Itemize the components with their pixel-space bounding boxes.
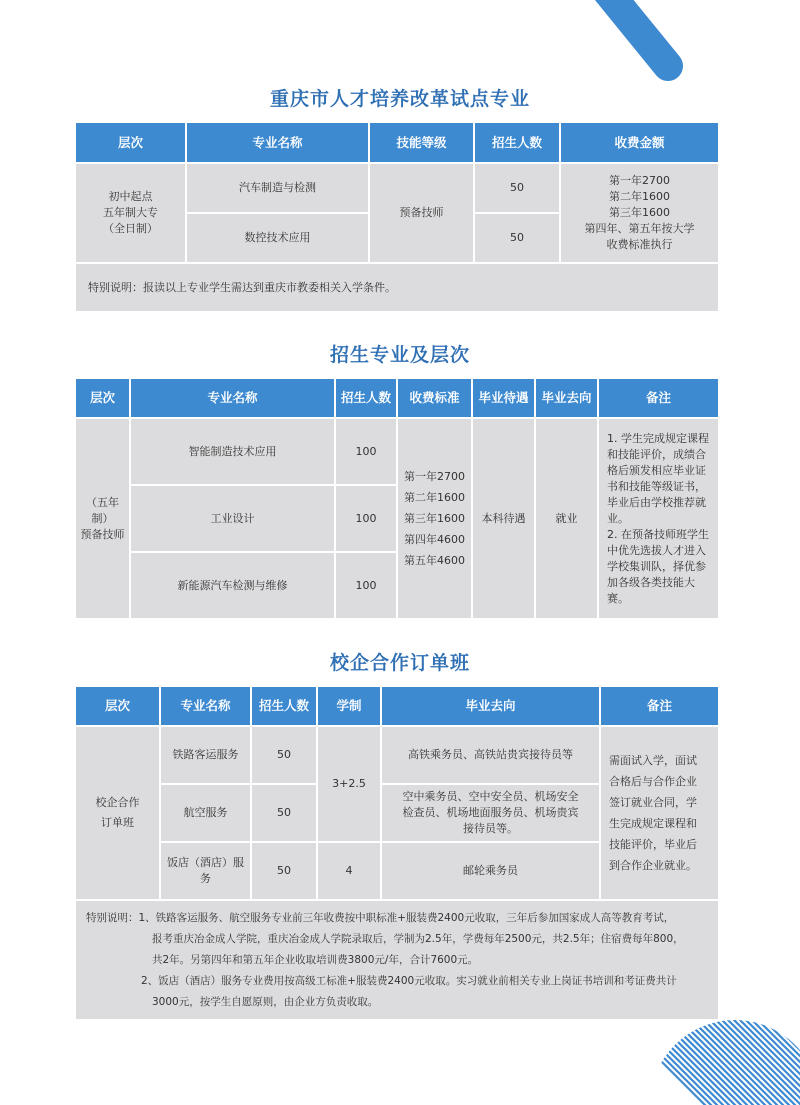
major-cell: 数控技术应用	[186, 213, 369, 263]
header-major: 专业名称	[186, 122, 369, 163]
header-enrollment: 招生人数	[335, 378, 397, 418]
count-cell: 100	[335, 418, 397, 485]
talent-reform-table	[74, 121, 720, 313]
remarks-cell: 需面试入学，面试 合格后与合作企业 签订就业合同，学 生完成规定课程和 技能评价，毕业后 到合作企业就业。	[600, 726, 719, 900]
header-graduation-destination: 毕业去向	[535, 378, 598, 418]
header-enrollment: 招生人数	[251, 686, 317, 726]
table-header-row	[75, 122, 719, 163]
header-skill-level: 技能等级	[369, 122, 474, 163]
skill-level-cell: 预备技师	[369, 163, 474, 263]
count-cell: 50	[251, 726, 317, 784]
header-major: 专业名称	[160, 686, 251, 726]
major-cell: 智能制造技术应用	[130, 418, 335, 485]
major-cell: 新能源汽车检测与维修	[130, 552, 335, 619]
section3-title: 校企合作订单班	[329, 652, 470, 674]
header-duration: 学制	[317, 686, 381, 726]
major-cell: 汽车制造与检测	[186, 163, 369, 213]
destination-cell: 空中乘务员、空中安全员、机场安全 检查员、机场地面服务员、机场贵宾 接待员等。	[381, 784, 600, 842]
header-level: 层次	[75, 122, 186, 163]
level-cell: 初中起点 五年制大专 （全日制）	[75, 163, 186, 263]
treatment-cell: 本科待遇	[472, 418, 535, 619]
header-enrollment: 招生人数	[474, 122, 560, 163]
major-cell: 航空服务	[160, 784, 251, 842]
table-row	[75, 726, 719, 784]
header-graduation-destination: 毕业去向	[381, 686, 600, 726]
major-cell: 铁路客运服务	[160, 726, 251, 784]
count-cell: 50	[474, 163, 560, 213]
duration-cell: 3+2.5	[317, 726, 381, 842]
section1-title: 重庆市人才培养改革试点专业	[269, 88, 530, 110]
header-fee-standard: 收费标准	[397, 378, 472, 418]
level-cell: （五年制） 预备技师	[75, 418, 130, 619]
table-row	[75, 163, 719, 213]
header-level: 层次	[75, 378, 130, 418]
count-cell: 100	[335, 485, 397, 552]
major-cell: 饭店（酒店）服务	[160, 842, 251, 900]
header-remarks: 备注	[598, 378, 719, 418]
count-cell: 50	[251, 784, 317, 842]
destination-cell: 高铁乘务员、高铁站贵宾接待员等	[381, 726, 600, 784]
table-header-row	[75, 378, 719, 418]
destination-cell: 就业	[535, 418, 598, 619]
note-row	[75, 900, 719, 1020]
note-row	[75, 263, 719, 312]
table-header-row	[75, 686, 719, 726]
header-fee: 收费金额	[560, 122, 719, 163]
level-cell: 校企合作 订单班	[75, 726, 160, 900]
header-graduation-treatment: 毕业待遇	[472, 378, 535, 418]
count-cell: 50	[474, 213, 560, 263]
header-remarks: 备注	[600, 686, 719, 726]
header-major: 专业名称	[130, 378, 335, 418]
remarks-cell: 1. 学生完成规定课程 和技能评价，成绩合 格后颁发相应毕业证 书和技能等级证书， 毕业后由学校推荐就 业。 2. 在预备技师班学生 中优先选拔人才进入 学校集训队，择优参 加各级各类技能大 赛。	[598, 418, 719, 619]
section2-title: 招生专业及层次	[329, 344, 470, 366]
fee-cell: 第一年2700 第二年1600 第三年1600 第四年、第五年按大学 收费标准执行	[560, 163, 719, 263]
fee-standard-cell: 第一年2700 第二年1600 第三年1600 第四年4600 第五年4600	[397, 418, 472, 619]
special-note: 特别说明：1、铁路客运服务、航空服务专业前三年收费按中职标准+服装费2400元收取，三年后参加国家成人高等教育考试， 报考重庆冶金成人学院，重庆冶金成人学院录取后，学制为2.5年，学费每年2500元，共2.5年；住宿费每年800， 共2年。另第四年和第五年企业收取培训费3800元/年，合计7600元。 2、饭店（酒店）服务专业费用按高级工标准+服装费2400元收取。实习就业前相关专业上岗证书培训和考证费共计 3000元，按学生自愿原则，由企业方负责收取。	[75, 900, 719, 1020]
table-row	[75, 418, 719, 485]
destination-cell: 邮轮乘务员	[381, 842, 600, 900]
bottom-right-stripes	[640, 1010, 800, 1105]
header-level: 层次	[75, 686, 160, 726]
major-cell: 工业设计	[130, 485, 335, 552]
special-note: 特别说明：报读以上专业学生需达到重庆市教委相关入学条件。	[75, 263, 719, 312]
enterprise-order-table	[74, 685, 720, 1021]
duration-cell: 4	[317, 842, 381, 900]
majors-levels-table	[74, 377, 720, 620]
count-cell: 50	[251, 842, 317, 900]
count-cell: 100	[335, 552, 397, 619]
